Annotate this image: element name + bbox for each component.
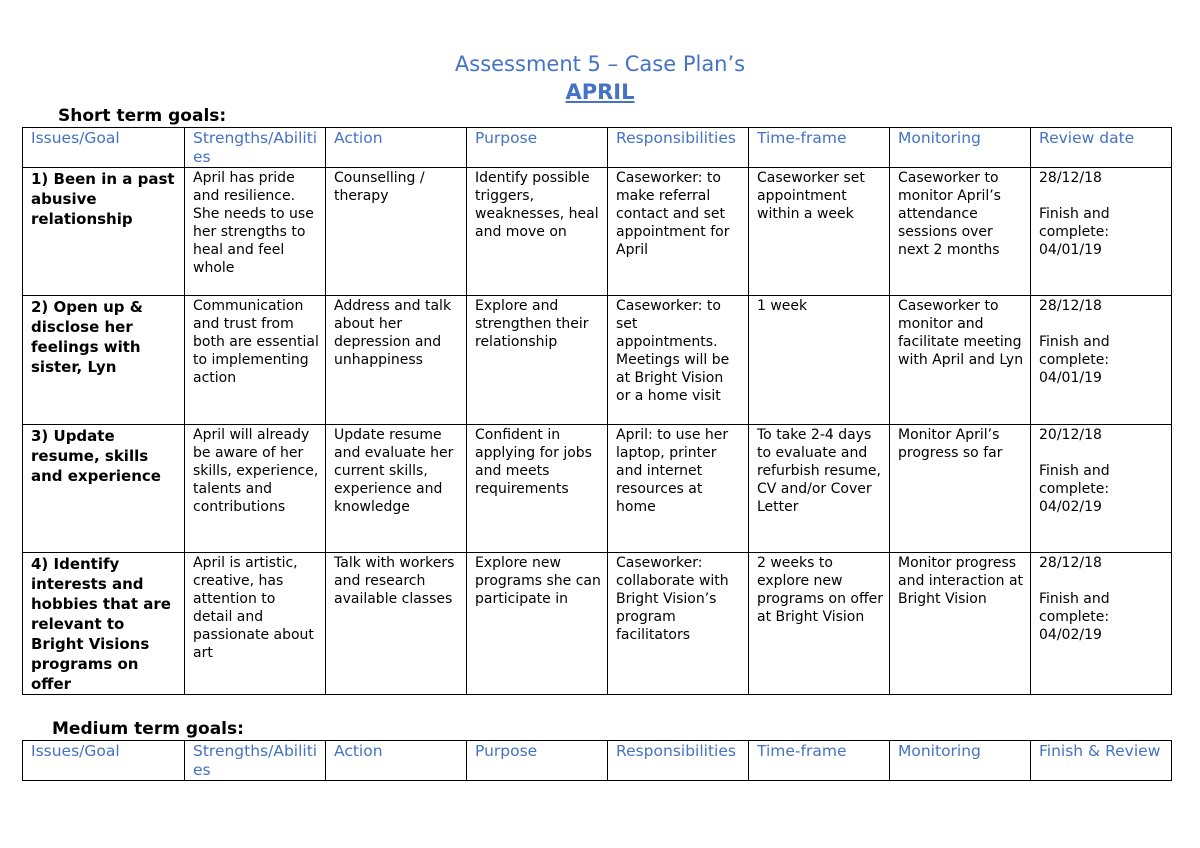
header-monitoring: Monitoring	[890, 741, 1031, 781]
short-term-heading: Short term goals:	[58, 106, 227, 126]
header-action: Action	[326, 128, 467, 168]
header-strengths: Strengths/Abilities	[185, 741, 326, 781]
header-responsibilities: Responsibilities	[608, 128, 749, 168]
responsibilities-cell: April: to use her laptop, printer and internet resources at home	[608, 425, 749, 553]
review-date: 28/12/18	[1039, 170, 1102, 186]
issue-cell: 2) Open up & disclose her feelings with sister, Lyn	[23, 296, 185, 425]
monitoring-cell: Monitor progress and interaction at Bright Vision	[890, 553, 1031, 695]
time-frame-cell: To take 2-4 days to evaluate and refurbish resume, CV and/or Cover Letter	[749, 425, 890, 553]
strengths-cell: Communication and trust from both are essential to implementing action	[185, 296, 326, 425]
responsibilities-cell: Caseworker: to set appointments. Meetings will be at Bright Vision or a home visit	[608, 296, 749, 425]
review-date: 28/12/18	[1039, 298, 1102, 314]
monitoring-cell: Caseworker to monitor April’s attendance sessions over next 2 months	[890, 168, 1031, 296]
short-term-table	[22, 127, 1172, 695]
medium-term-heading: Medium term goals:	[52, 719, 244, 739]
review-finish: Finish and complete: 04/01/19	[1039, 206, 1110, 258]
responsibilities-cell: Caseworker: collaborate with Bright Vision’s program facilitators	[608, 553, 749, 695]
monitoring-cell: Monitor April’s progress so far	[890, 425, 1031, 553]
header-finish-review: Finish & Review	[1031, 741, 1172, 781]
issue-cell: 1) Been in a past abusive relationship	[23, 168, 185, 296]
header-purpose: Purpose	[467, 128, 608, 168]
header-issues-goal: Issues/Goal	[23, 741, 185, 781]
document-title: Assessment 5 – Case Plan’s	[454, 52, 746, 76]
table-row	[23, 425, 1172, 553]
responsibilities-cell: Caseworker: to make referral contact and set appointment for April	[608, 168, 749, 296]
strengths-cell: April has pride and resilience. She needs to use her strengths to heal and feel whole	[185, 168, 326, 296]
issue-cell: 4) Identify interests and hobbies that are relevant to Bright Visions programs on offer	[23, 553, 185, 695]
review-date: 20/12/18	[1039, 427, 1102, 443]
action-cell: Address and talk about her depression and unhappiness	[326, 296, 467, 425]
header-strengths: Strengths/Abilities	[185, 128, 326, 168]
document-subtitle: APRIL	[565, 80, 635, 104]
header-issues-goal: Issues/Goal	[23, 128, 185, 168]
review-finish: Finish and complete: 04/02/19	[1039, 591, 1110, 643]
action-cell: Talk with workers and research available classes	[326, 553, 467, 695]
action-cell: Counselling / therapy	[326, 168, 467, 296]
table-row	[23, 553, 1172, 695]
time-frame-cell: 2 weeks to explore new programs on offer at Bright Vision	[749, 553, 890, 695]
header-action: Action	[326, 741, 467, 781]
header-time-frame: Time-frame	[749, 128, 890, 168]
medium-term-table	[22, 740, 1172, 781]
header-review-date: Review date	[1031, 128, 1172, 168]
time-frame-cell: 1 week	[749, 296, 890, 425]
table-row	[23, 168, 1172, 296]
review-finish: Finish and complete: 04/01/19	[1039, 334, 1110, 386]
purpose-cell: Identify possible triggers, weaknesses, heal and move on	[467, 168, 608, 296]
review-date-cell	[1031, 296, 1172, 425]
header-monitoring: Monitoring	[890, 128, 1031, 168]
short-term-header-row	[23, 128, 1172, 168]
time-frame-cell: Caseworker set appointment within a week	[749, 168, 890, 296]
purpose-cell: Explore new programs she can participate in	[467, 553, 608, 695]
purpose-cell: Explore and strengthen their relationship	[467, 296, 608, 425]
action-cell: Update resume and evaluate her current skills, experience and knowledge	[326, 425, 467, 553]
header-time-frame: Time-frame	[749, 741, 890, 781]
purpose-cell: Confident in applying for jobs and meets requirements	[467, 425, 608, 553]
review-date-cell	[1031, 168, 1172, 296]
header-responsibilities: Responsibilities	[608, 741, 749, 781]
strengths-cell: April is artistic, creative, has attention to detail and passionate about art	[185, 553, 326, 695]
monitoring-cell: Caseworker to monitor and facilitate meeting with April and Lyn	[890, 296, 1031, 425]
review-date: 28/12/18	[1039, 555, 1102, 571]
header-purpose: Purpose	[467, 741, 608, 781]
medium-term-header-row	[23, 741, 1172, 781]
review-finish: Finish and complete: 04/02/19	[1039, 463, 1110, 515]
table-row	[23, 296, 1172, 425]
review-date-cell	[1031, 553, 1172, 695]
strengths-cell: April will already be aware of her skills, experience, talents and contributions	[185, 425, 326, 553]
review-date-cell	[1031, 425, 1172, 553]
issue-cell: 3) Update resume, skills and experience	[23, 425, 185, 553]
